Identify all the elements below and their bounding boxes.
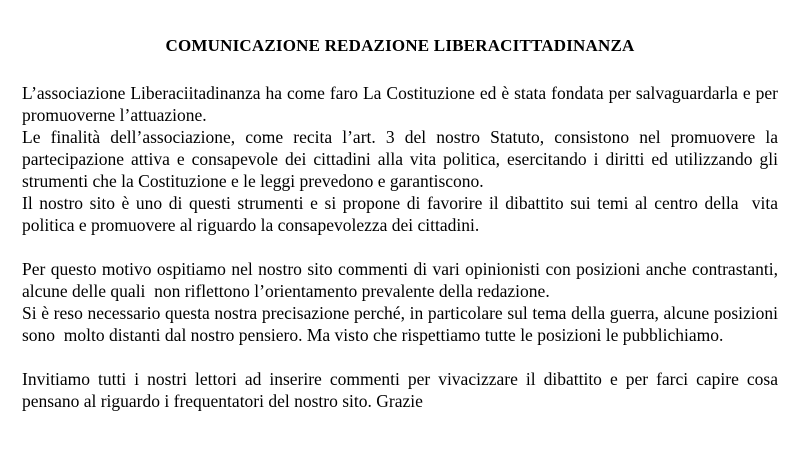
- paragraph: Per questo motivo ospitiamo nel nostro sito commenti di vari opinionisti con posizioni anche contrastanti, alcune delle quali non riflettono l’orientamento prevalente della redazione.: [22, 259, 783, 301]
- document-body: [22, 82, 783, 412]
- paragraph: L’associazione Liberaciitadinanza ha come faro La Costituzione ed è stata fondata per salvaguardarla e per promuoverne l’attuazione.: [22, 83, 783, 125]
- paragraph: Il nostro sito è uno di questi strumenti e si propone di favorire il dibattito sui temi al centro della vita politica e promuovere al riguardo la consapevolezza dei cittadini.: [22, 193, 783, 235]
- paragraph: Invitiamo tutti i nostri lettori ad inserire commenti per vivacizzare il dibattito e per farci capire cosa pensano al riguardo i frequentatori del nostro sito. Grazie: [22, 369, 783, 411]
- paragraph: Si è reso necessario questa nostra precisazione perché, in particolare sul tema della guerra, alcune posizioni sono molto distanti dal nostro pensiero. Ma visto che rispettiamo tutte le posizioni le pubblichiamo.: [22, 303, 783, 345]
- document-title: COMUNICAZIONE REDAZIONE LIBERACITTADINANZA: [165, 36, 635, 55]
- paragraph: Le finalità dell’associazione, come recita l’art. 3 del nostro Statuto, consistono nel promuovere la partecipazione attiva e consapevole dei cittadini alla vita politica, esercitando i diritti ed utilizzando gli strumenti che la Costituzione e le leggi prevedono e garantiscono.: [22, 127, 783, 191]
